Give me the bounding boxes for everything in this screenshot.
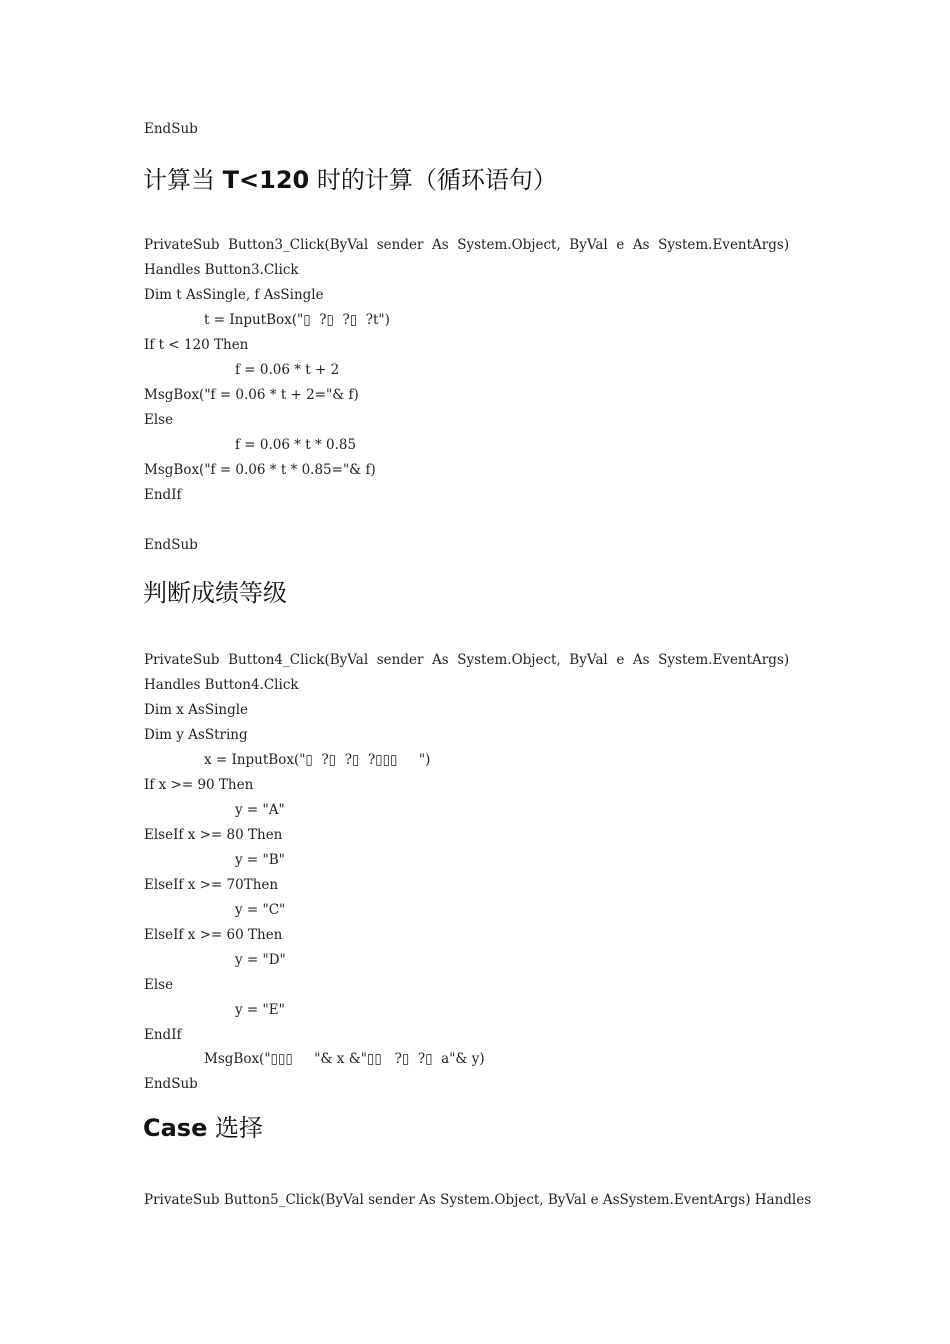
heading-text: 选择: [207, 1114, 264, 1142]
section-heading-grade: 判断成绩等级: [143, 579, 287, 607]
code-line: Handles Button4.Click: [144, 677, 299, 693]
code-line: Else: [144, 412, 174, 428]
code-line: MsgBox("f = 0.06 * t * 0.85="& f): [144, 462, 376, 478]
code-line: Dim x AsSingle: [144, 702, 249, 718]
code-line: If t < 120 Then: [144, 337, 249, 353]
code-line: ElseIf x >= 80 Then: [144, 827, 283, 843]
code-line: Handles Button3.Click: [144, 262, 299, 278]
code-line: PrivateSub Button4_Click(ByVal sender As System.Object, ByVal e As System.EventArgs): [144, 652, 790, 668]
code-line: EndIf: [144, 487, 182, 503]
code-line: ElseIf x >= 60 Then: [144, 927, 283, 943]
heading-bold-text: Case: [143, 1114, 208, 1142]
heading-text: 计算当: [143, 166, 223, 194]
code-line: y = "E": [235, 1002, 285, 1018]
code-line: EndSub: [144, 537, 198, 553]
code-line: f = 0.06 * t + 2: [235, 362, 340, 378]
code-line: y = "A": [235, 802, 285, 818]
code-line: Dim t AsSingle, f AsSingle: [144, 287, 324, 303]
code-line: f = 0.06 * t * 0.85: [235, 437, 357, 453]
code-line: MsgBox("f = 0.06 * t + 2="& f): [144, 387, 359, 403]
code-line: PrivateSub Button3_Click(ByVal sender As System.Object, ByVal e As System.EventArgs): [144, 237, 790, 253]
code-line: y = "C": [235, 902, 286, 918]
code-line: EndIf: [144, 1027, 182, 1043]
section-heading-loop: [143, 164, 557, 196]
code-line: If x >= 90 Then: [144, 777, 254, 793]
code-line: Else: [144, 977, 174, 993]
code-line: x = InputBox("▯ ?▯ ?▯ ?▯▯▯ "): [204, 752, 431, 768]
code-line: EndSub: [144, 1076, 198, 1092]
code-line: EndSub: [144, 121, 198, 137]
code-line: y = "B": [235, 852, 285, 868]
heading-text: 时的计算（循环语句）: [309, 166, 557, 194]
heading-bold-text: T<120: [222, 166, 310, 194]
code-line: t = InputBox("▯ ?▯ ?▯ ?t"): [204, 312, 390, 328]
code-line: Dim y AsString: [144, 727, 248, 743]
code-line: y = "D": [235, 952, 286, 968]
code-line: ElseIf x >= 70Then: [144, 877, 279, 893]
code-line: MsgBox("▯▯▯ "& x &"▯▯ ?▯ ?▯ a"& y): [204, 1051, 485, 1067]
code-line: PrivateSub Button5_Click(ByVal sender As System.Object, ByVal e AsSystem.EventArgs) Handles: [144, 1192, 812, 1208]
section-heading-case: [143, 1112, 263, 1144]
